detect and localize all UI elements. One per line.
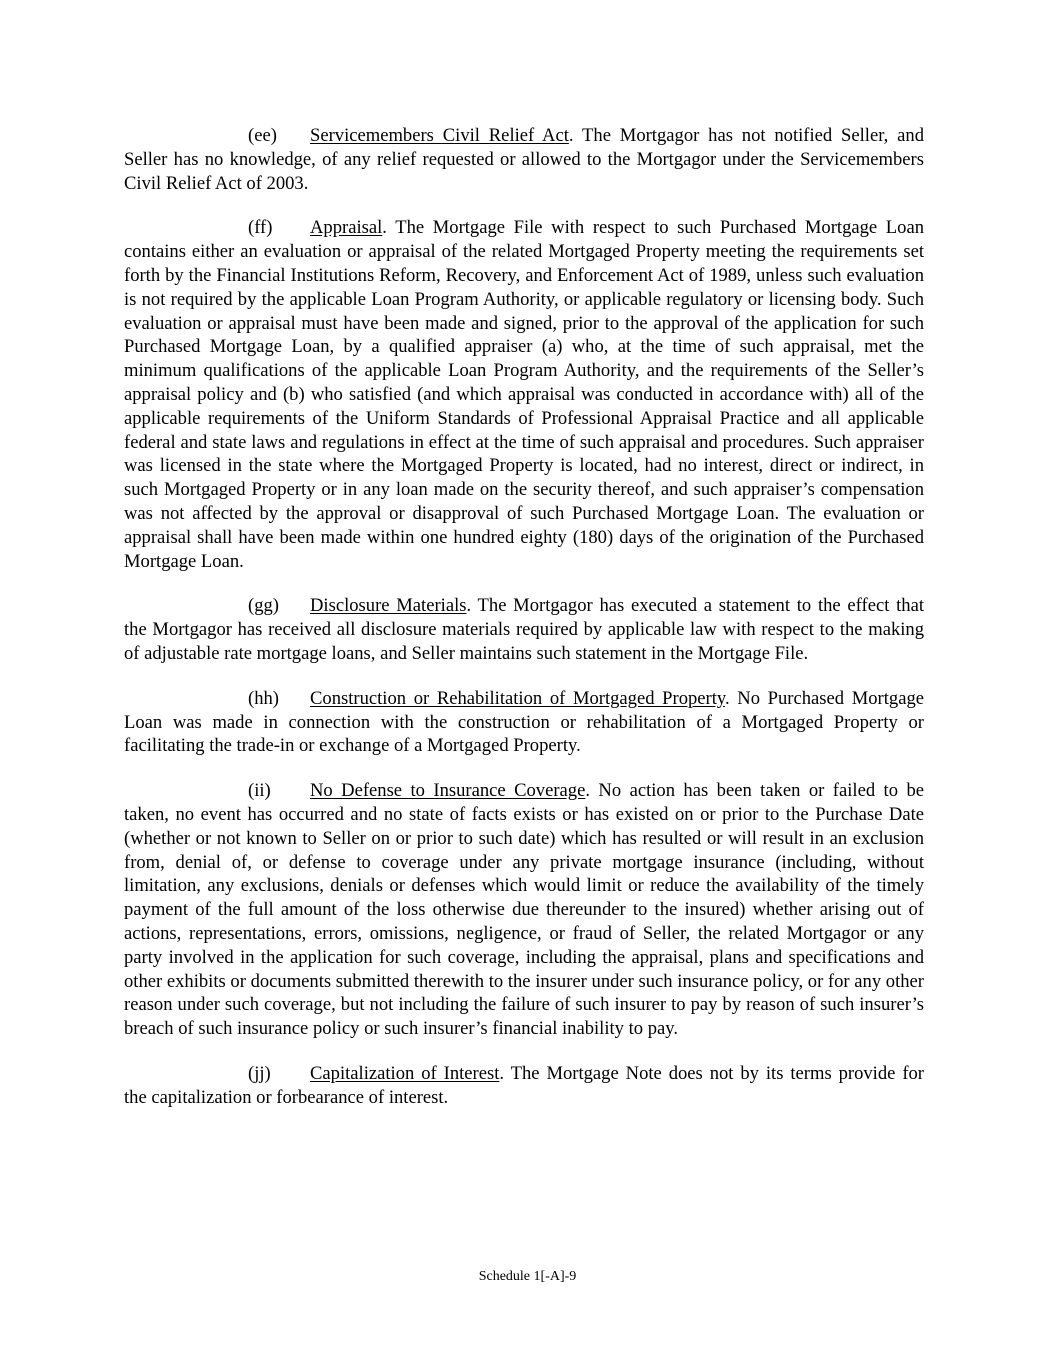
section-jj (124, 1062, 924, 1110)
page-footer: Schedule 1[-A]-9 (478, 1269, 577, 1284)
section-hh (124, 687, 924, 758)
section-heading: Construction or Rehabilitation of Mortgaged Property (310, 687, 725, 709)
section-ii (124, 779, 924, 1041)
section-number: (jj) (248, 1062, 271, 1084)
section-ff (124, 216, 924, 573)
section-heading: Servicemembers Civil Relief Act (310, 125, 569, 146)
section-body: . The Mortgage Note does not by its terms provide for the capitalization or forbearance of interest. (124, 1062, 924, 1108)
section-number: (ii) (248, 780, 271, 802)
section-number: (gg) (248, 595, 279, 617)
section-ee (124, 124, 924, 195)
section-heading: Appraisal (310, 217, 383, 239)
section-body: . The Mortgagor has not notified Seller, and Seller has no knowledge, of any relief requested or allowed to the Mortgagor under the Servicemembers Civil Relief Act of 2003. (124, 125, 925, 194)
section-number: (ee) (248, 125, 277, 146)
section-body: . The Mortgage File with respect to such Purchased Mortgage Loan contains either an evaluation or appraisal of the related Mortgaged Property meeting the requirements set forth by the Financial Institutions Reform, Recovery, and Enforcement Act of 1989, unless such evaluation is not required by the applicable Loan Program Authority, or applicable regulatory or licensing body. Such evaluation or appraisal must have been made and signed, prior to the approval of the application for such Purchased Mortgage Loan, by a qualified appraiser (a) who, at the time of such appraisal, met the minimum qualifications of the applicable Loan Program Authority, and the requirements of the Seller’s appraisal policy and (b) who satisfied (and which appraisal was conducted in accordance with) all of the applicable requirements of the Uniform Standards of Professional Appraisal Practice and all applicable federal and state laws and regulations in effect at the time of such appraisal and procedures. Such appraiser was licensed in the state where the Mortgaged Property is located, had no interest, direct or indirect, in such Mortgaged Property or in any loan made on the security thereof, and such appraiser’s compensation was not affected by the approval or disapproval of such Purchased Mortgage Loan. The evaluation or appraisal shall have been made within one hundred eighty (180) days of the origination of the Purchased Mortgage Loan. (124, 217, 924, 572)
section-heading: Disclosure Materials (310, 595, 467, 617)
section-body: . The Mortgagor has executed a statement to the effect that the Mortgagor has received all disclosure materials required by applicable law with respect to the making of adjustable rate mortgage loans, and Seller maintains such statement in the Mortgage File. (124, 595, 924, 664)
section-heading: Capitalization of Interest (310, 1062, 500, 1084)
section-number: (ff) (248, 217, 273, 239)
section-body: . No action has been taken or failed to be taken, no event has occurred and no state of facts exists or has existed on or prior to the Purchase Date (whether or not known to Seller on or prior to such date) which has resulted or will result in an exclusion from, denial of, or defense to coverage under any private mortgage insurance (including, without limitation, any exclusions, denials or defenses which would limit or reduce the availability of the timely payment of the full amount of the loss otherwise due thereunder to the insured) whether arising out of actions, representations, errors, omissions, negligence, or fraud of Seller, the related Mortgagor or any party involved in the application for such coverage, including the appraisal, plans and specifications and other exhibits or documents submitted therewith to the insurer under such insurance policy, or for any other reason under such coverage, but not including the failure of such insurer to pay by reason of such insurer’s breach of such insurance policy or such insurer’s financial inability to pay. (124, 780, 924, 1040)
section-body: . No Purchased Mortgage Loan was made in connection with the construction or rehabilitation of a Mortgaged Property or facilitating the trade-in or exchange of a Mortgaged Property. (124, 687, 924, 757)
section-number: (hh) (248, 687, 279, 709)
document-page (124, 124, 924, 1130)
section-gg (124, 594, 924, 665)
section-heading: No Defense to Insurance Coverage (310, 780, 586, 802)
